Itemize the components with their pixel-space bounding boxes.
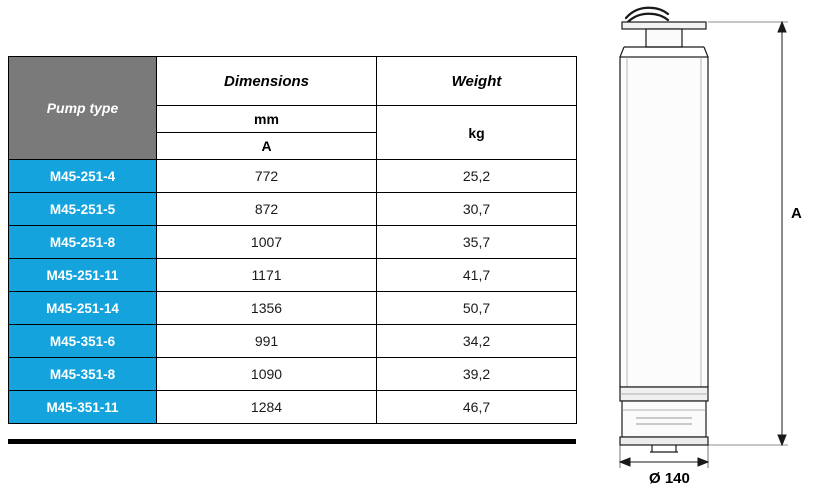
table-row — [9, 160, 577, 193]
cell-pump-type: M45-251-11 — [9, 259, 157, 292]
table-row — [9, 292, 577, 325]
cell-weight: 46,7 — [377, 391, 577, 424]
table-header — [9, 57, 577, 160]
cell-weight: 30,7 — [377, 193, 577, 226]
cell-weight: 35,7 — [377, 226, 577, 259]
cell-weight: 39,2 — [377, 358, 577, 391]
table-bottom-rule — [8, 439, 576, 444]
header-pump-type: Pump type — [9, 57, 157, 160]
cell-pump-type: M45-251-8 — [9, 226, 157, 259]
dimension-a-label: A — [791, 205, 802, 222]
pump-technical-drawing — [596, 0, 818, 500]
cell-dimension-a: 1171 — [157, 259, 377, 292]
cell-pump-type: M45-251-4 — [9, 160, 157, 193]
header-weight: Weight — [377, 57, 577, 106]
cell-dimension-a: 1007 — [157, 226, 377, 259]
cell-weight: 25,2 — [377, 160, 577, 193]
header-unit-kg: kg — [377, 106, 577, 160]
header-unit-mm: mm — [157, 106, 377, 133]
table-row — [9, 358, 577, 391]
table-row — [9, 193, 577, 226]
table-body — [9, 160, 577, 424]
cell-weight: 34,2 — [377, 325, 577, 358]
header-dimensions: Dimensions — [157, 57, 377, 106]
cell-dimension-a: 1356 — [157, 292, 377, 325]
cell-dimension-a: 991 — [157, 325, 377, 358]
table-row — [9, 391, 577, 424]
header-symbol-a: A — [157, 133, 377, 160]
cell-weight: 50,7 — [377, 292, 577, 325]
cell-dimension-a: 772 — [157, 160, 377, 193]
cell-dimension-a: 1284 — [157, 391, 377, 424]
diameter-label: Ø 140 — [649, 470, 690, 487]
table-row — [9, 325, 577, 358]
cell-pump-type: M45-351-6 — [9, 325, 157, 358]
table-row — [9, 226, 577, 259]
cell-dimension-a: 872 — [157, 193, 377, 226]
cell-pump-type: M45-351-11 — [9, 391, 157, 424]
cell-weight: 41,7 — [377, 259, 577, 292]
cell-pump-type: M45-251-5 — [9, 193, 157, 226]
table-row — [9, 259, 577, 292]
pump-dimensions-table — [8, 56, 577, 424]
cell-pump-type: M45-251-14 — [9, 292, 157, 325]
pump-dimensions-table-container — [8, 56, 576, 424]
cell-dimension-a: 1090 — [157, 358, 377, 391]
cell-pump-type: M45-351-8 — [9, 358, 157, 391]
